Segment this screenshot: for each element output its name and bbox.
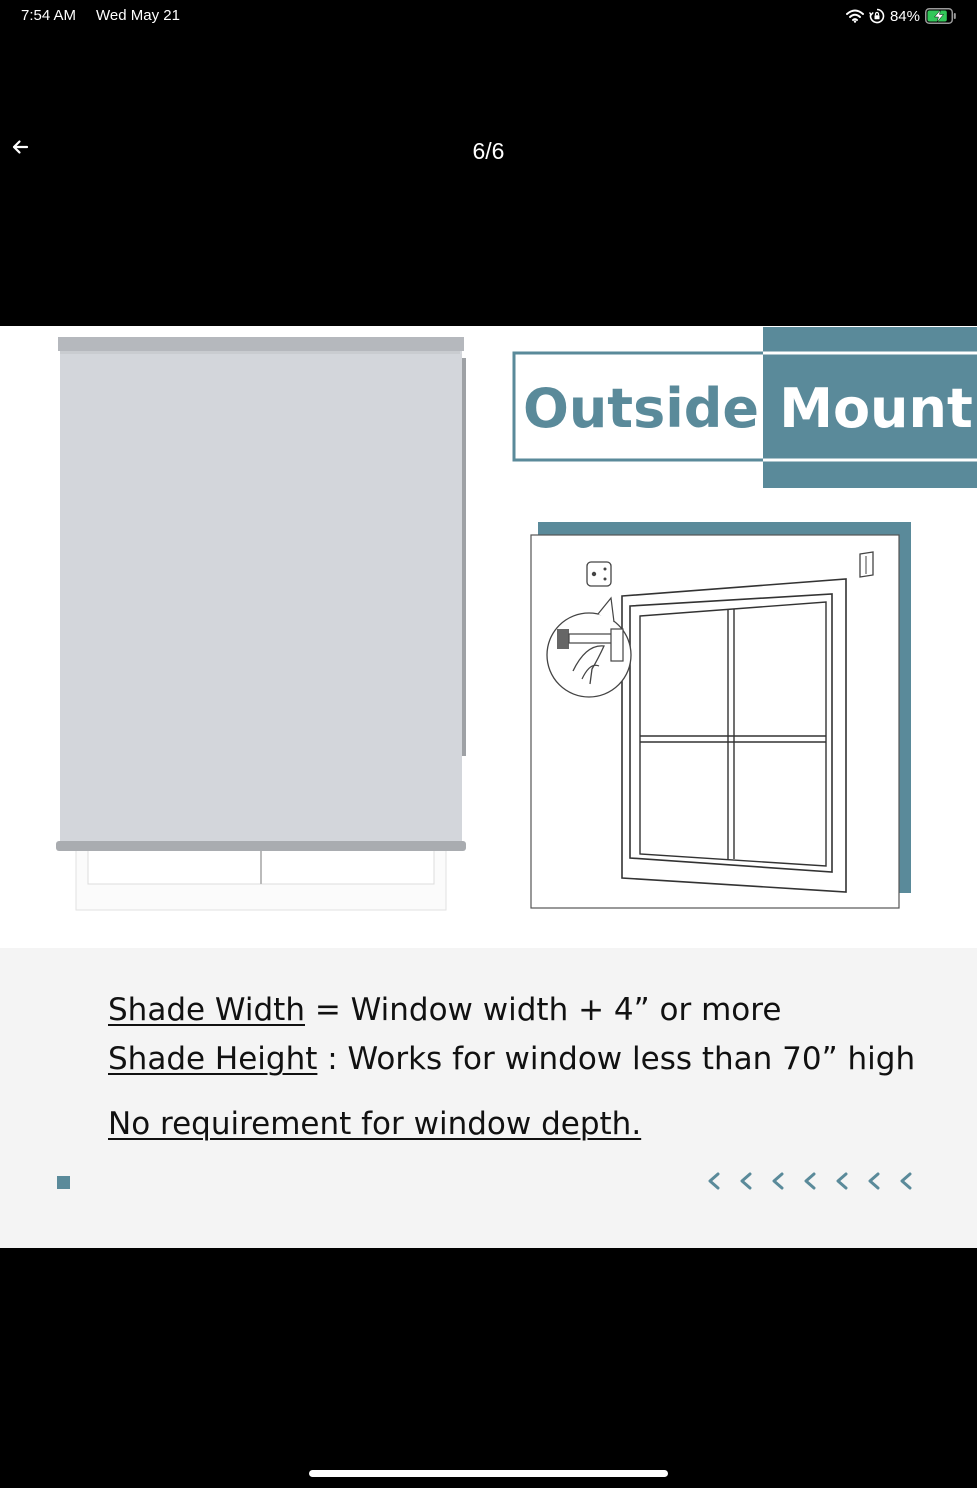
outside-mount-header [514, 327, 977, 488]
product-illustration [0, 326, 977, 948]
status-indicators [846, 5, 957, 27]
shade-width-line [108, 992, 781, 1028]
chevron-left-icon [737, 1170, 755, 1192]
product-image [0, 326, 977, 1248]
shade-height-text: : Works for window less than 70” high [317, 1041, 916, 1077]
chevron-left-icon [865, 1170, 883, 1192]
home-indicator[interactable] [309, 1470, 668, 1477]
chevron-left-icon [801, 1170, 819, 1192]
window-diagram [531, 522, 911, 908]
depth-note: No requirement for window depth. [108, 1106, 642, 1142]
mount-label-mount: Mount [779, 377, 973, 440]
shade-info-panel [0, 948, 977, 1248]
shade-height-label: Shade Height [108, 1041, 318, 1077]
wifi-icon [846, 9, 864, 23]
chevron-left-icon [769, 1170, 787, 1192]
page-counter: 6/6 [472, 138, 505, 164]
roller-shade-illustration [56, 337, 466, 910]
mount-label-outside: Outside [522, 377, 760, 440]
rotation-lock-icon [869, 8, 885, 24]
chevron-row [705, 1170, 915, 1192]
battery-percent: 84% [889, 7, 920, 25]
chevron-left-icon [833, 1170, 851, 1192]
chevron-left-icon [897, 1170, 915, 1192]
status-time: 7:54 AM [21, 7, 77, 24]
status-date: Wed May 21 [96, 7, 180, 24]
square-bullet-icon [57, 1176, 70, 1189]
chevron-left-icon [705, 1170, 723, 1192]
battery-charging-icon [925, 8, 957, 24]
shade-height-line [108, 1041, 915, 1077]
status-bar [0, 0, 977, 32]
shade-width-label: Shade Width [108, 992, 305, 1028]
shade-width-text: = Window width + 4” or more [305, 992, 782, 1028]
viewer-nav-bar [0, 120, 977, 184]
